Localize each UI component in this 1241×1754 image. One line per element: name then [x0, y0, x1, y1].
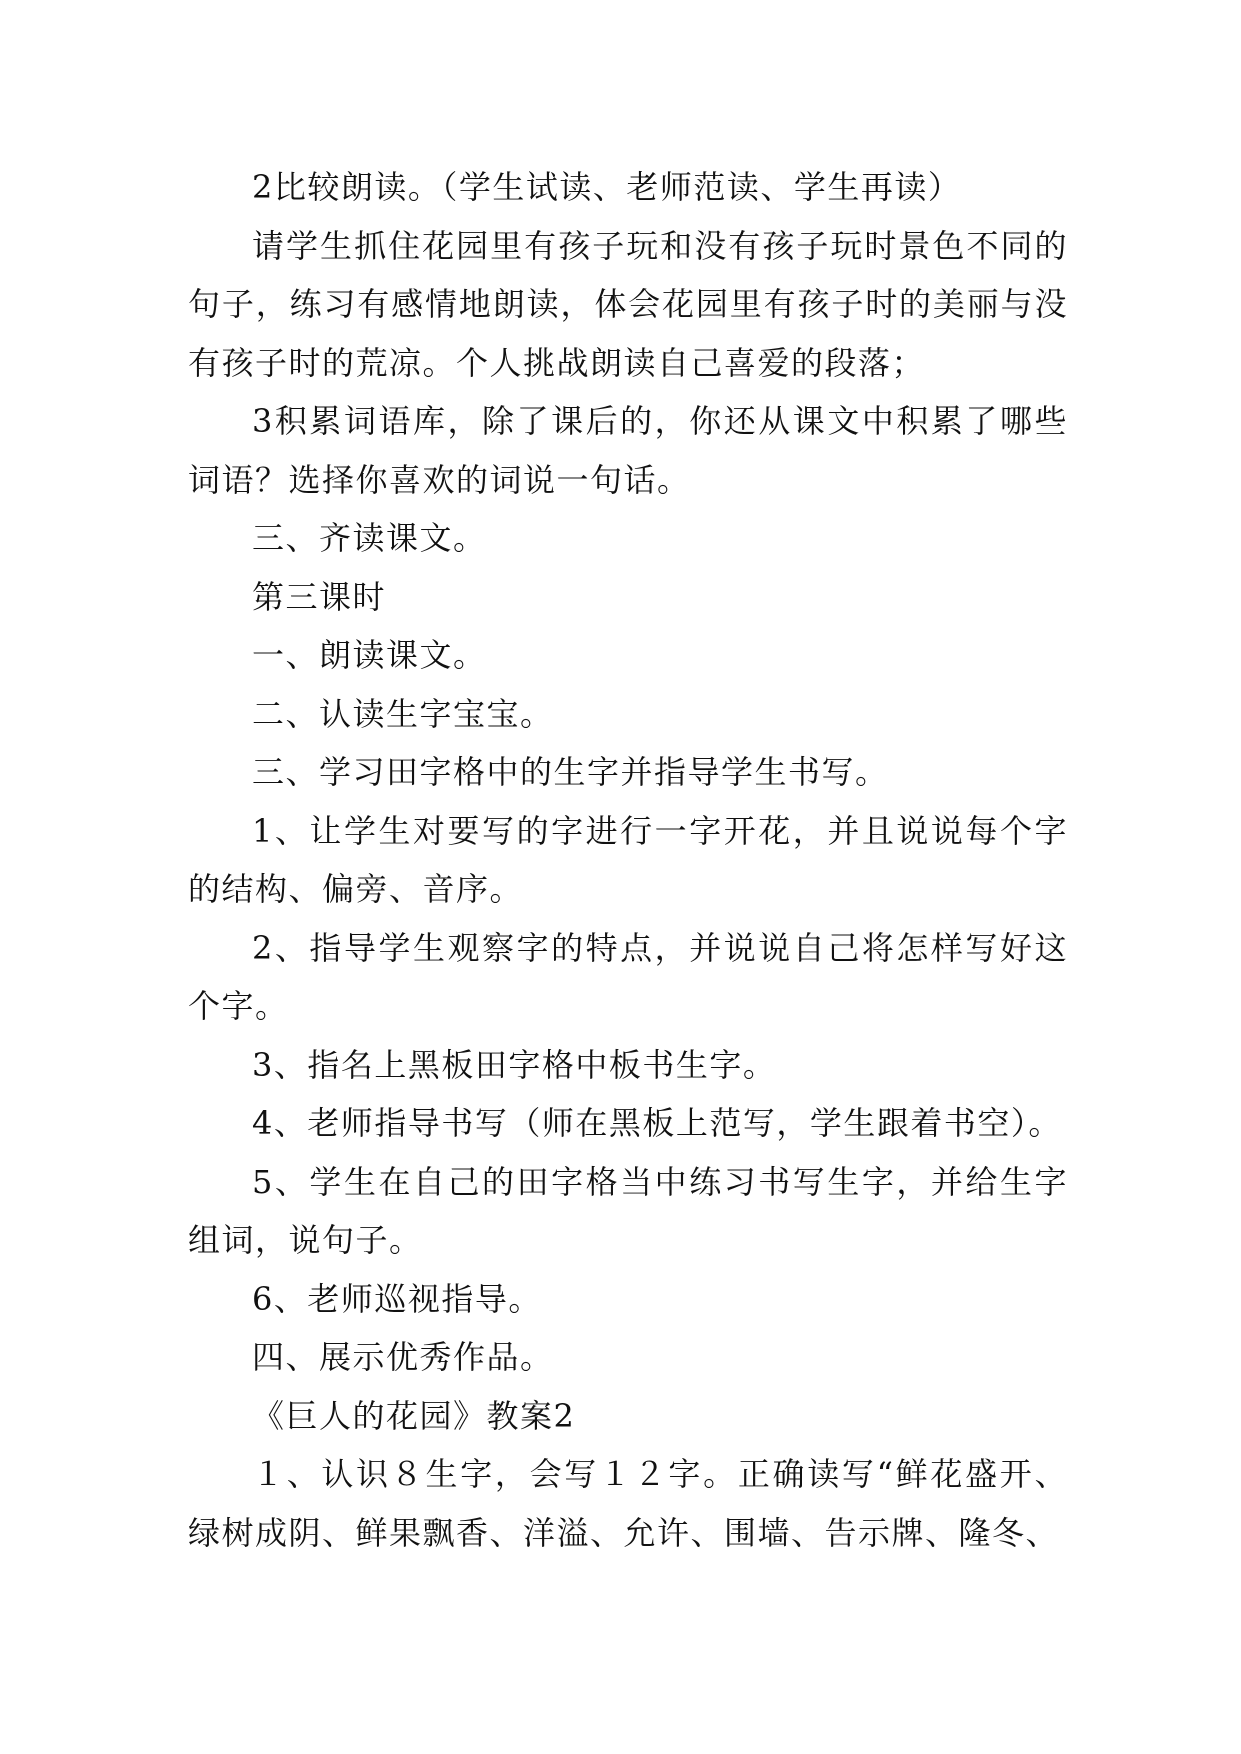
list-item-5: 5、学生在自己的田字格当中练习书写生字，并给生字组词，说句子。	[188, 1162, 1068, 1259]
paragraph-compare-reading: 2比较朗读。（学生试读、老师范读、学生再读）	[252, 168, 962, 206]
paragraph-recognize-characters: 二、认读生字宝宝。	[252, 694, 554, 733]
paragraph-learn-writing: 三、学习田字格中的生字并指导学生书写。	[252, 753, 889, 791]
list-item-3: 3、指名上黑板田字格中板书生字。	[252, 1045, 777, 1084]
list-item-6: 6、老师巡视指导。	[252, 1279, 542, 1318]
list-item-2: 2、指导学生观察字的特点，并说说自己将怎样写好这个字。	[188, 928, 1068, 1025]
list-item-1: 1、让学生对要写的字进行一字开花，并且说说每个字的结构、偏旁、音序。	[188, 811, 1068, 908]
document-body	[188, 158, 1068, 1562]
paragraph-objectives: １、认识８生字，会写１２字。正确读写“鲜花盛开、绿树成阴、鲜果飘香、洋溢、允许、围墙、告示牌、隆冬、	[188, 1455, 1068, 1552]
paragraph-emotional-reading: 请学生抓住花园里有孩子玩和没有孩子玩时景色不同的句子，练习有感情地朗读，体会花园里有孩子时的美丽与没有孩子时的荒凉。个人挑战朗读自己喜爱的段落；	[188, 226, 1068, 382]
paragraph-read-together: 三、齐读课文。	[252, 519, 487, 557]
list-item-4: 4、老师指导书写（师在黑板上范写，学生跟着书空）。	[252, 1104, 1062, 1142]
paragraph-read-text: 一、朗读课文。	[252, 636, 487, 674]
paragraph-show-works: 四、展示优秀作品。	[252, 1338, 554, 1376]
section-heading-lesson-plan-2: 《巨人的花园》教案2	[252, 1396, 576, 1435]
paragraph-vocabulary: 3积累词语库，除了课后的，你还从课文中积累了哪些词语？选择你喜欢的词说一句话。	[188, 402, 1068, 499]
section-heading-third-lesson: 第三课时	[252, 577, 387, 616]
